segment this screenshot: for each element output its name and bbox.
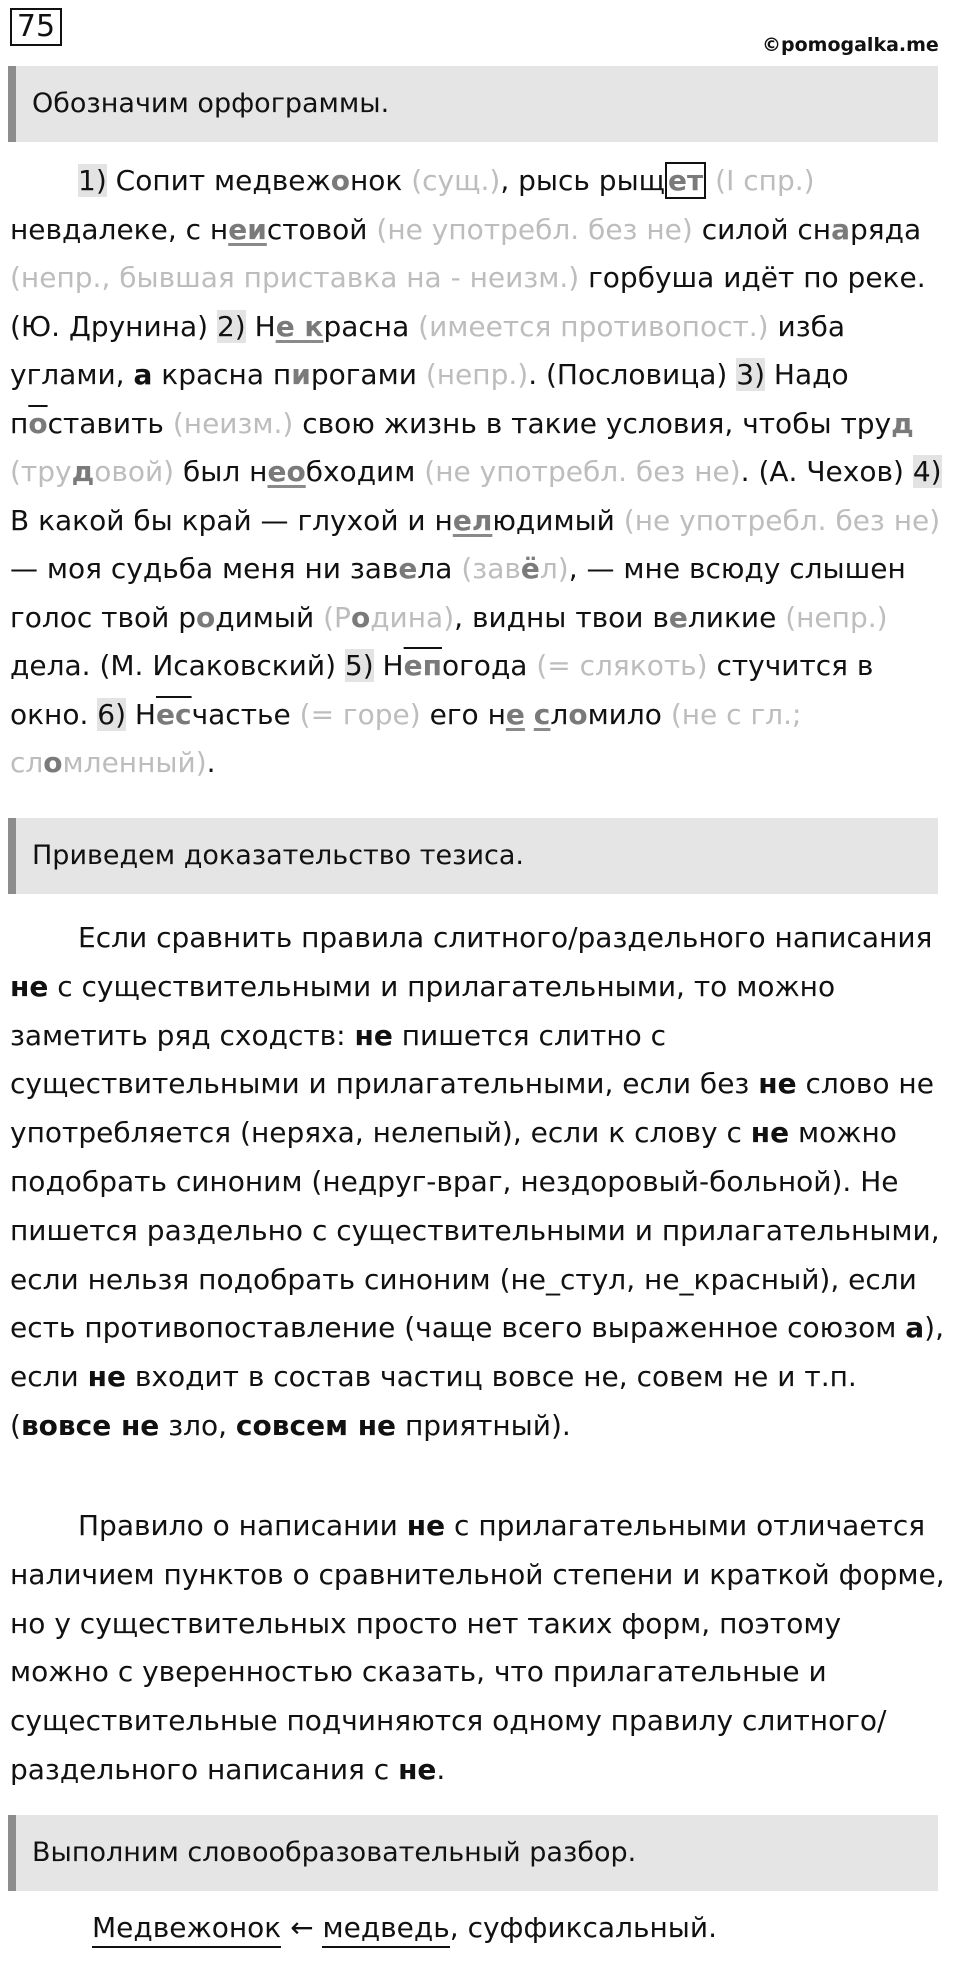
section-header-proof <box>8 818 938 894</box>
note: (зав <box>461 552 521 585</box>
sentence-number: 5) <box>344 649 374 682</box>
text-run: Н <box>373 649 404 682</box>
text-run: горбуша идёт по реке. (Ю. Друнина) <box>10 261 926 343</box>
text-run: . (Пословица) <box>528 358 737 391</box>
note: (непр.) <box>425 358 529 391</box>
keyword-ne: не <box>750 1116 790 1150</box>
text-run: Правило о написании <box>78 1509 407 1542</box>
text-run: приятный). <box>396 1408 571 1442</box>
text-run: В какой бы край — глухой и н <box>10 503 453 537</box>
text-run: . (А. Чехов) <box>740 455 913 488</box>
note: (не употребл. без не) <box>424 455 741 488</box>
text-run: входит в состав частиц вовсе не, совем не и т.п. ( <box>10 1360 857 1442</box>
text-run: л <box>550 697 569 731</box>
orthogram-letter: о <box>28 406 48 440</box>
orthogram-letter: е к <box>275 309 324 343</box>
text-run: юдимый <box>492 503 624 537</box>
keyword-vovse-ne: вовсе не <box>20 1408 160 1442</box>
text-run: был н <box>174 455 268 488</box>
section-title: Приведем доказательство тезиса. <box>32 840 524 871</box>
text-run: можно подобрать синоним ( <box>10 1116 897 1198</box>
text-run: Н <box>245 309 276 343</box>
text-run: частье <box>191 697 300 731</box>
orthogram-letter: еи <box>228 212 267 246</box>
text-run: огода <box>441 649 537 682</box>
orthogram-letter: ео <box>267 455 306 488</box>
text-run: его н <box>420 697 506 731</box>
text-run: , рысь рыщ <box>500 164 666 197</box>
text-run: . <box>206 746 216 779</box>
derived-word: Медвежонок <box>92 1911 281 1948</box>
text-run: с прилагательными отличается наличием пунктов о сравнительной степени и краткой форме, но у существительных просто нет таких форм, поэтому можно с уверенностью сказать, что прилагательные и существительные подчиняются одному правилу слитного/раздельного написания с <box>10 1509 945 1786</box>
section-header-orthograms <box>8 66 938 142</box>
orthogram-letter: с <box>533 697 551 731</box>
text-run: с существительными и прилагательными, то можно заметить ряд сходств: <box>10 969 836 1052</box>
orthogram-letter: а <box>831 212 851 246</box>
orthogram-letter: е <box>668 600 688 634</box>
sentence-number: 6) <box>97 697 127 731</box>
text-run: изба углами, <box>10 309 846 391</box>
word-formation-line <box>92 1908 717 1948</box>
example-word: нелепый <box>372 1116 502 1150</box>
note: (непр.) <box>785 600 888 634</box>
text-run: стучится в окно. <box>10 649 874 731</box>
orthogram-letter: о <box>195 600 216 634</box>
note: (не с гл.; сл <box>10 697 802 779</box>
text-run: Сопит медвеж <box>106 164 331 197</box>
text-run: силой сн <box>692 212 832 246</box>
note: л) <box>539 552 569 585</box>
note: (имеется противопост.) <box>418 309 769 343</box>
keyword-ne: не <box>87 1360 126 1394</box>
formation-method: , суффиксальный. <box>449 1911 717 1944</box>
ending-box: ет <box>665 162 706 199</box>
note-letter: о <box>43 746 63 779</box>
exercise-text <box>10 157 950 788</box>
text-run: Надо п <box>10 358 849 440</box>
note: (= горе) <box>299 697 421 731</box>
orthogram-letter: е <box>398 552 418 585</box>
text-run <box>525 698 534 731</box>
keyword-sovsem-ne: совсем не <box>235 1408 397 1442</box>
note-letter: ё <box>520 552 540 585</box>
proof-paragraph-1 <box>10 914 945 1451</box>
text-run: дела. (М. Исаковский) <box>10 649 345 682</box>
text-run: рогами <box>310 358 426 391</box>
text-run: мило <box>587 697 671 731</box>
keyword-ne: не <box>406 1509 446 1542</box>
conjunction: а <box>133 358 153 391</box>
text-run: слово не употребляется ( <box>10 1067 934 1150</box>
base-word: медведь <box>322 1911 449 1948</box>
section-title: Обозначим орфограммы. <box>32 88 390 119</box>
orthogram-letter: ес <box>156 697 192 731</box>
keyword-ne: не <box>398 1752 437 1786</box>
text-run: зло, <box>159 1408 236 1442</box>
note-letter: о <box>350 600 371 634</box>
text-run: свою жизнь в такие условия, чтобы тру <box>293 406 892 440</box>
note: (= слякоть) <box>536 649 708 682</box>
orthogram-letter: о <box>568 697 588 731</box>
arrow-icon: ← <box>290 1911 314 1944</box>
example-word: нездоровый <box>520 1164 699 1198</box>
text-run: . <box>436 1752 446 1786</box>
orthogram-letter: ел <box>452 503 493 537</box>
note-letter: д <box>71 455 95 488</box>
text-run: ), если к слову с <box>501 1116 751 1150</box>
text-run: Н <box>126 697 156 731</box>
text-run: нок <box>349 164 412 197</box>
keyword-ne: не <box>354 1018 393 1052</box>
sentence-number: 1) <box>78 164 107 197</box>
note: дина) <box>370 600 455 634</box>
note: (Р <box>323 600 351 634</box>
text-run: Если сравнить правила слитного/раздельного написания <box>78 921 933 954</box>
conjunction: а <box>905 1311 925 1345</box>
text-run: ликие <box>687 600 786 634</box>
note: (не употребл. без не) <box>376 212 693 246</box>
sentence-number: 4) <box>912 455 942 488</box>
note: (тру <box>10 455 72 488</box>
example-word: недруг <box>322 1164 427 1198</box>
note: (I спр.) <box>706 164 815 197</box>
text-run: , <box>354 1116 373 1150</box>
text-run: , видны твои в <box>454 600 669 634</box>
text-run: красна п <box>152 358 292 391</box>
text-run: -больной). Не пишется раздельно с существительными и прилагательными, если нельзя подобрать синоним (не_стул, не_красный), если есть противопоставление (чаще всего выраженное союзом <box>10 1164 940 1345</box>
text-run: ряда <box>850 212 922 246</box>
text-run: ставить <box>47 406 173 440</box>
site-watermark: ©pomogalka.me <box>762 34 939 56</box>
orthogram-letter: и <box>291 358 311 391</box>
orthogram-letter: д <box>891 406 914 440</box>
orthogram-letter: о <box>330 164 350 197</box>
note: (не употребл. без не) <box>623 503 941 537</box>
text-run: расна <box>323 309 419 343</box>
text-run: -враг, <box>426 1164 521 1198</box>
proof-paragraph-2 <box>10 1502 945 1795</box>
text-run: бходим <box>305 455 425 488</box>
text-run: невдалеке, с н <box>10 212 229 246</box>
text-run: ла <box>417 552 462 585</box>
keyword-ne: не <box>10 969 49 1003</box>
example-word: неряха <box>250 1116 355 1150</box>
sentence-number: 3) <box>736 358 766 391</box>
section-header-word-formation <box>8 1815 938 1891</box>
task-number: 75 <box>10 8 62 46</box>
text-run: стовой <box>266 212 377 246</box>
text-run: , — мне всюду слышен голос твой р <box>10 552 906 634</box>
text-run: димый <box>215 600 324 634</box>
note: (сущ.) <box>411 164 501 197</box>
orthogram-letter: е <box>505 697 525 731</box>
text-run: — моя судьба меня ни зав <box>10 552 399 585</box>
note: овой) <box>94 455 175 488</box>
orthogram-letter: еп <box>403 649 442 682</box>
text-run: ), если <box>10 1311 944 1394</box>
note: (неизм.) <box>172 406 294 440</box>
text-run: пишется слитно с существительными и прилагательными, если без <box>10 1018 759 1101</box>
note: мленный) <box>62 746 207 779</box>
note: (непр., бывшая приставка на - неизм.) <box>10 261 580 294</box>
sentence-number: 2) <box>216 309 246 343</box>
section-title: Выполним словообразовательный разбор. <box>32 1837 637 1868</box>
keyword-ne: не <box>758 1067 797 1101</box>
